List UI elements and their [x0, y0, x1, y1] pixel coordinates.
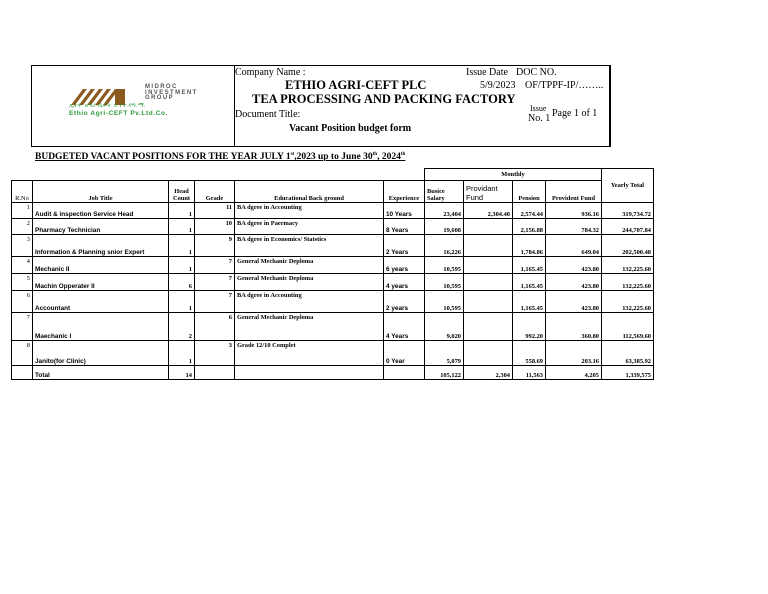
- experience-cell: 4 Years: [384, 313, 425, 341]
- pension-cell: 1,784.86: [513, 235, 546, 257]
- row-number: 2: [12, 219, 33, 235]
- head-count-cell: 1: [169, 257, 195, 274]
- grade-cell: 3: [195, 341, 235, 366]
- experience-cell: 2 Years: [384, 235, 425, 257]
- yearly-total-cell: 132,225.60: [602, 291, 654, 313]
- issue-no-label: Issue: [530, 104, 547, 113]
- logo-company-text: Ethio Agri-CEFT Pv.Ltd.Co.: [69, 110, 169, 117]
- document-title-label: Document Title:: [235, 109, 301, 120]
- total-basic-salary: 105,122: [425, 366, 464, 380]
- page-indicator: Page 1 of 1: [552, 108, 598, 119]
- education-cell: General Mechanic Deploma: [235, 313, 384, 341]
- total-yearly: 1,339,575: [602, 366, 654, 380]
- yearly-total-cell: 132,225.60: [602, 274, 654, 291]
- education-cell: BA dgree in Economics/ Statstics: [235, 235, 384, 257]
- row-number: 5: [12, 274, 33, 291]
- yearly-total-cell: 202,500.48: [602, 235, 654, 257]
- experience-cell: 10 Years: [384, 203, 425, 219]
- total-provident-fund: 4,205: [546, 366, 602, 380]
- header-divider: [234, 66, 235, 146]
- head-count-cell: 1: [169, 219, 195, 235]
- head-count-cell: 1: [169, 235, 195, 257]
- company-name: ETHIO AGRI-CEFT PLC: [285, 78, 427, 92]
- pension-cell: 1,165.45: [513, 291, 546, 313]
- experience-cell: 6 years: [384, 257, 425, 274]
- row-number: 1: [12, 203, 33, 219]
- issue-date-label: Issue Date: [466, 67, 508, 78]
- pension-cell: 992.20: [513, 313, 546, 341]
- experience-cell: 2 years: [384, 291, 425, 313]
- doc-no-label: DOC NO.: [516, 67, 557, 78]
- vacant-positions-table: [11, 168, 654, 380]
- table-row: [12, 203, 654, 219]
- pension-cell: 558.69: [513, 341, 546, 366]
- head-count-cell: 1: [169, 341, 195, 366]
- total-head-count: 14: [169, 366, 195, 380]
- provident-fund-monthly-cell: [464, 291, 513, 313]
- pension-header: Pension: [513, 181, 546, 203]
- basic-salary-header: Busice Salary: [425, 181, 464, 203]
- table-row: [12, 257, 654, 274]
- document-title: Vacant Position budget form: [289, 123, 412, 134]
- company-logo: [69, 83, 214, 117]
- total-label: Total: [33, 366, 169, 380]
- provident-fund-monthly-cell: 2,304.40: [464, 203, 513, 219]
- table-row: [12, 235, 654, 257]
- job-title-cell: Audit & inspection Service Head: [33, 203, 169, 219]
- total-grade-cell: [195, 366, 235, 380]
- yearly-total-cell: 112,569.60: [602, 313, 654, 341]
- doc-no-value: OF/TPPF-IP/……..: [525, 80, 604, 91]
- education-cell: BA dgree in Accounting: [235, 203, 384, 219]
- head-count-cell: 2: [169, 313, 195, 341]
- pension-cell: 1,165.45: [513, 274, 546, 291]
- provident-fund-monthly-cell: [464, 235, 513, 257]
- education-header: Educational Back ground: [235, 181, 384, 203]
- pension-cell: 1,165.45: [513, 257, 546, 274]
- table-row: [12, 274, 654, 291]
- basic-salary-cell: 5,079: [425, 341, 464, 366]
- provident-fund-cell: 423.80: [546, 257, 602, 274]
- grade-cell: 7: [195, 257, 235, 274]
- total-provident-fund-monthly: 2,304: [464, 366, 513, 380]
- head-count-header: Head Count: [169, 181, 195, 203]
- education-cell: BA dgree in Accounting: [235, 291, 384, 313]
- table-row: [12, 341, 654, 366]
- grade-cell: 7: [195, 291, 235, 313]
- yearly-total-cell: 319,734.72: [602, 203, 654, 219]
- total-rno-cell: [12, 366, 33, 380]
- grade-cell: 9: [195, 235, 235, 257]
- grade-cell: 6: [195, 313, 235, 341]
- provident-fund-cell: 649.04: [546, 235, 602, 257]
- provident-fund-cell: 936.16: [546, 203, 602, 219]
- provident-fund-monthly-cell: [464, 313, 513, 341]
- experience-cell: 4 years: [384, 274, 425, 291]
- row-number: 8: [12, 341, 33, 366]
- head-count-cell: 6: [169, 274, 195, 291]
- grade-cell: 11: [195, 203, 235, 219]
- job-title-cell: Mechanic II: [33, 257, 169, 274]
- education-cell: BA dgree in Paermacy: [235, 219, 384, 235]
- experience-header: Experience: [384, 181, 425, 203]
- grade-header: Grade: [195, 181, 235, 203]
- basic-salary-cell: 10,595: [425, 291, 464, 313]
- provident-fund-cell: 360.80: [546, 313, 602, 341]
- job-title-cell: Pharmacy Technician: [33, 219, 169, 235]
- job-title-cell: Janito(for Clinic): [33, 341, 169, 366]
- report-title: BUDGETED VACANT POSITIONS FOR THE YEAR JULY 1st,2023 up to June 30th, 2024th: [35, 152, 406, 163]
- provident-fund-header: Provident Fund: [546, 181, 602, 203]
- head-count-cell: 1: [169, 203, 195, 219]
- row-number: 4: [12, 257, 33, 274]
- provident-fund-monthly-header: Providant Fund: [464, 181, 513, 203]
- provident-fund-monthly-cell: [464, 257, 513, 274]
- provident-fund-monthly-cell: [464, 341, 513, 366]
- provident-fund-cell: 784.32: [546, 219, 602, 235]
- company-name-label: Company Name :: [235, 67, 306, 78]
- experience-cell: 0 Year: [384, 341, 425, 366]
- logo-amharic-text: ኢትዮ አግሪ-ሴፍት ኃ.የተ.የግ.ማ.: [69, 103, 147, 109]
- total-pension: 11,563: [513, 366, 546, 380]
- pension-cell: 2,156.88: [513, 219, 546, 235]
- basic-salary-cell: 10,595: [425, 257, 464, 274]
- table-row: [12, 313, 654, 341]
- row-number: 6: [12, 291, 33, 313]
- yearly-total-cell: 63,385.92: [602, 341, 654, 366]
- total-education-cell: [235, 366, 384, 380]
- total-experience-cell: [384, 366, 425, 380]
- logo-group-name: MIDROC INVESTMENT GROUP: [145, 84, 198, 101]
- provident-fund-cell: 423.80: [546, 291, 602, 313]
- table-row: [12, 291, 654, 313]
- basic-salary-cell: 16,226: [425, 235, 464, 257]
- education-cell: General Mechanic Deploma: [235, 257, 384, 274]
- education-cell: Grade 12/10 Complet: [235, 341, 384, 366]
- education-cell: General Mechanic Deploma: [235, 274, 384, 291]
- yearly-total-cell: 132,225.60: [602, 257, 654, 274]
- row-number: 7: [12, 313, 33, 341]
- provident-fund-cell: 203.16: [546, 341, 602, 366]
- rno-header: R.No: [12, 181, 33, 203]
- grade-cell: 7: [195, 274, 235, 291]
- basic-salary-cell: 23,404: [425, 203, 464, 219]
- provident-fund-cell: 423.80: [546, 274, 602, 291]
- experience-cell: 8 Years: [384, 219, 425, 235]
- job-title-cell: Maechanic I: [33, 313, 169, 341]
- total-row: [12, 366, 654, 380]
- head-count-cell: 1: [169, 291, 195, 313]
- pension-cell: 2,574.44: [513, 203, 546, 219]
- issue-no-value: No. 1: [528, 113, 551, 124]
- basic-salary-cell: 10,595: [425, 274, 464, 291]
- factory-name: TEA PROCESSING AND PACKING FACTORY: [252, 92, 516, 106]
- job-title-cell: Accountant: [33, 291, 169, 313]
- yearly-total-header: Yearly Total: [602, 169, 654, 203]
- row-number: 3: [12, 235, 33, 257]
- job-title-cell: Machin Opperater II: [33, 274, 169, 291]
- provident-fund-monthly-cell: [464, 219, 513, 235]
- table-row: [12, 219, 654, 235]
- grade-cell: 10: [195, 219, 235, 235]
- monthly-header: Monthly: [425, 169, 602, 181]
- job-title-header: Job Title: [33, 181, 169, 203]
- yearly-total-cell: 244,707.84: [602, 219, 654, 235]
- issue-date-value: 5/9/2023: [480, 80, 516, 91]
- basic-salary-cell: 19,608: [425, 219, 464, 235]
- basic-salary-cell: 9,020: [425, 313, 464, 341]
- provident-fund-monthly-cell: [464, 274, 513, 291]
- job-title-cell: Information & Planning snior Expert: [33, 235, 169, 257]
